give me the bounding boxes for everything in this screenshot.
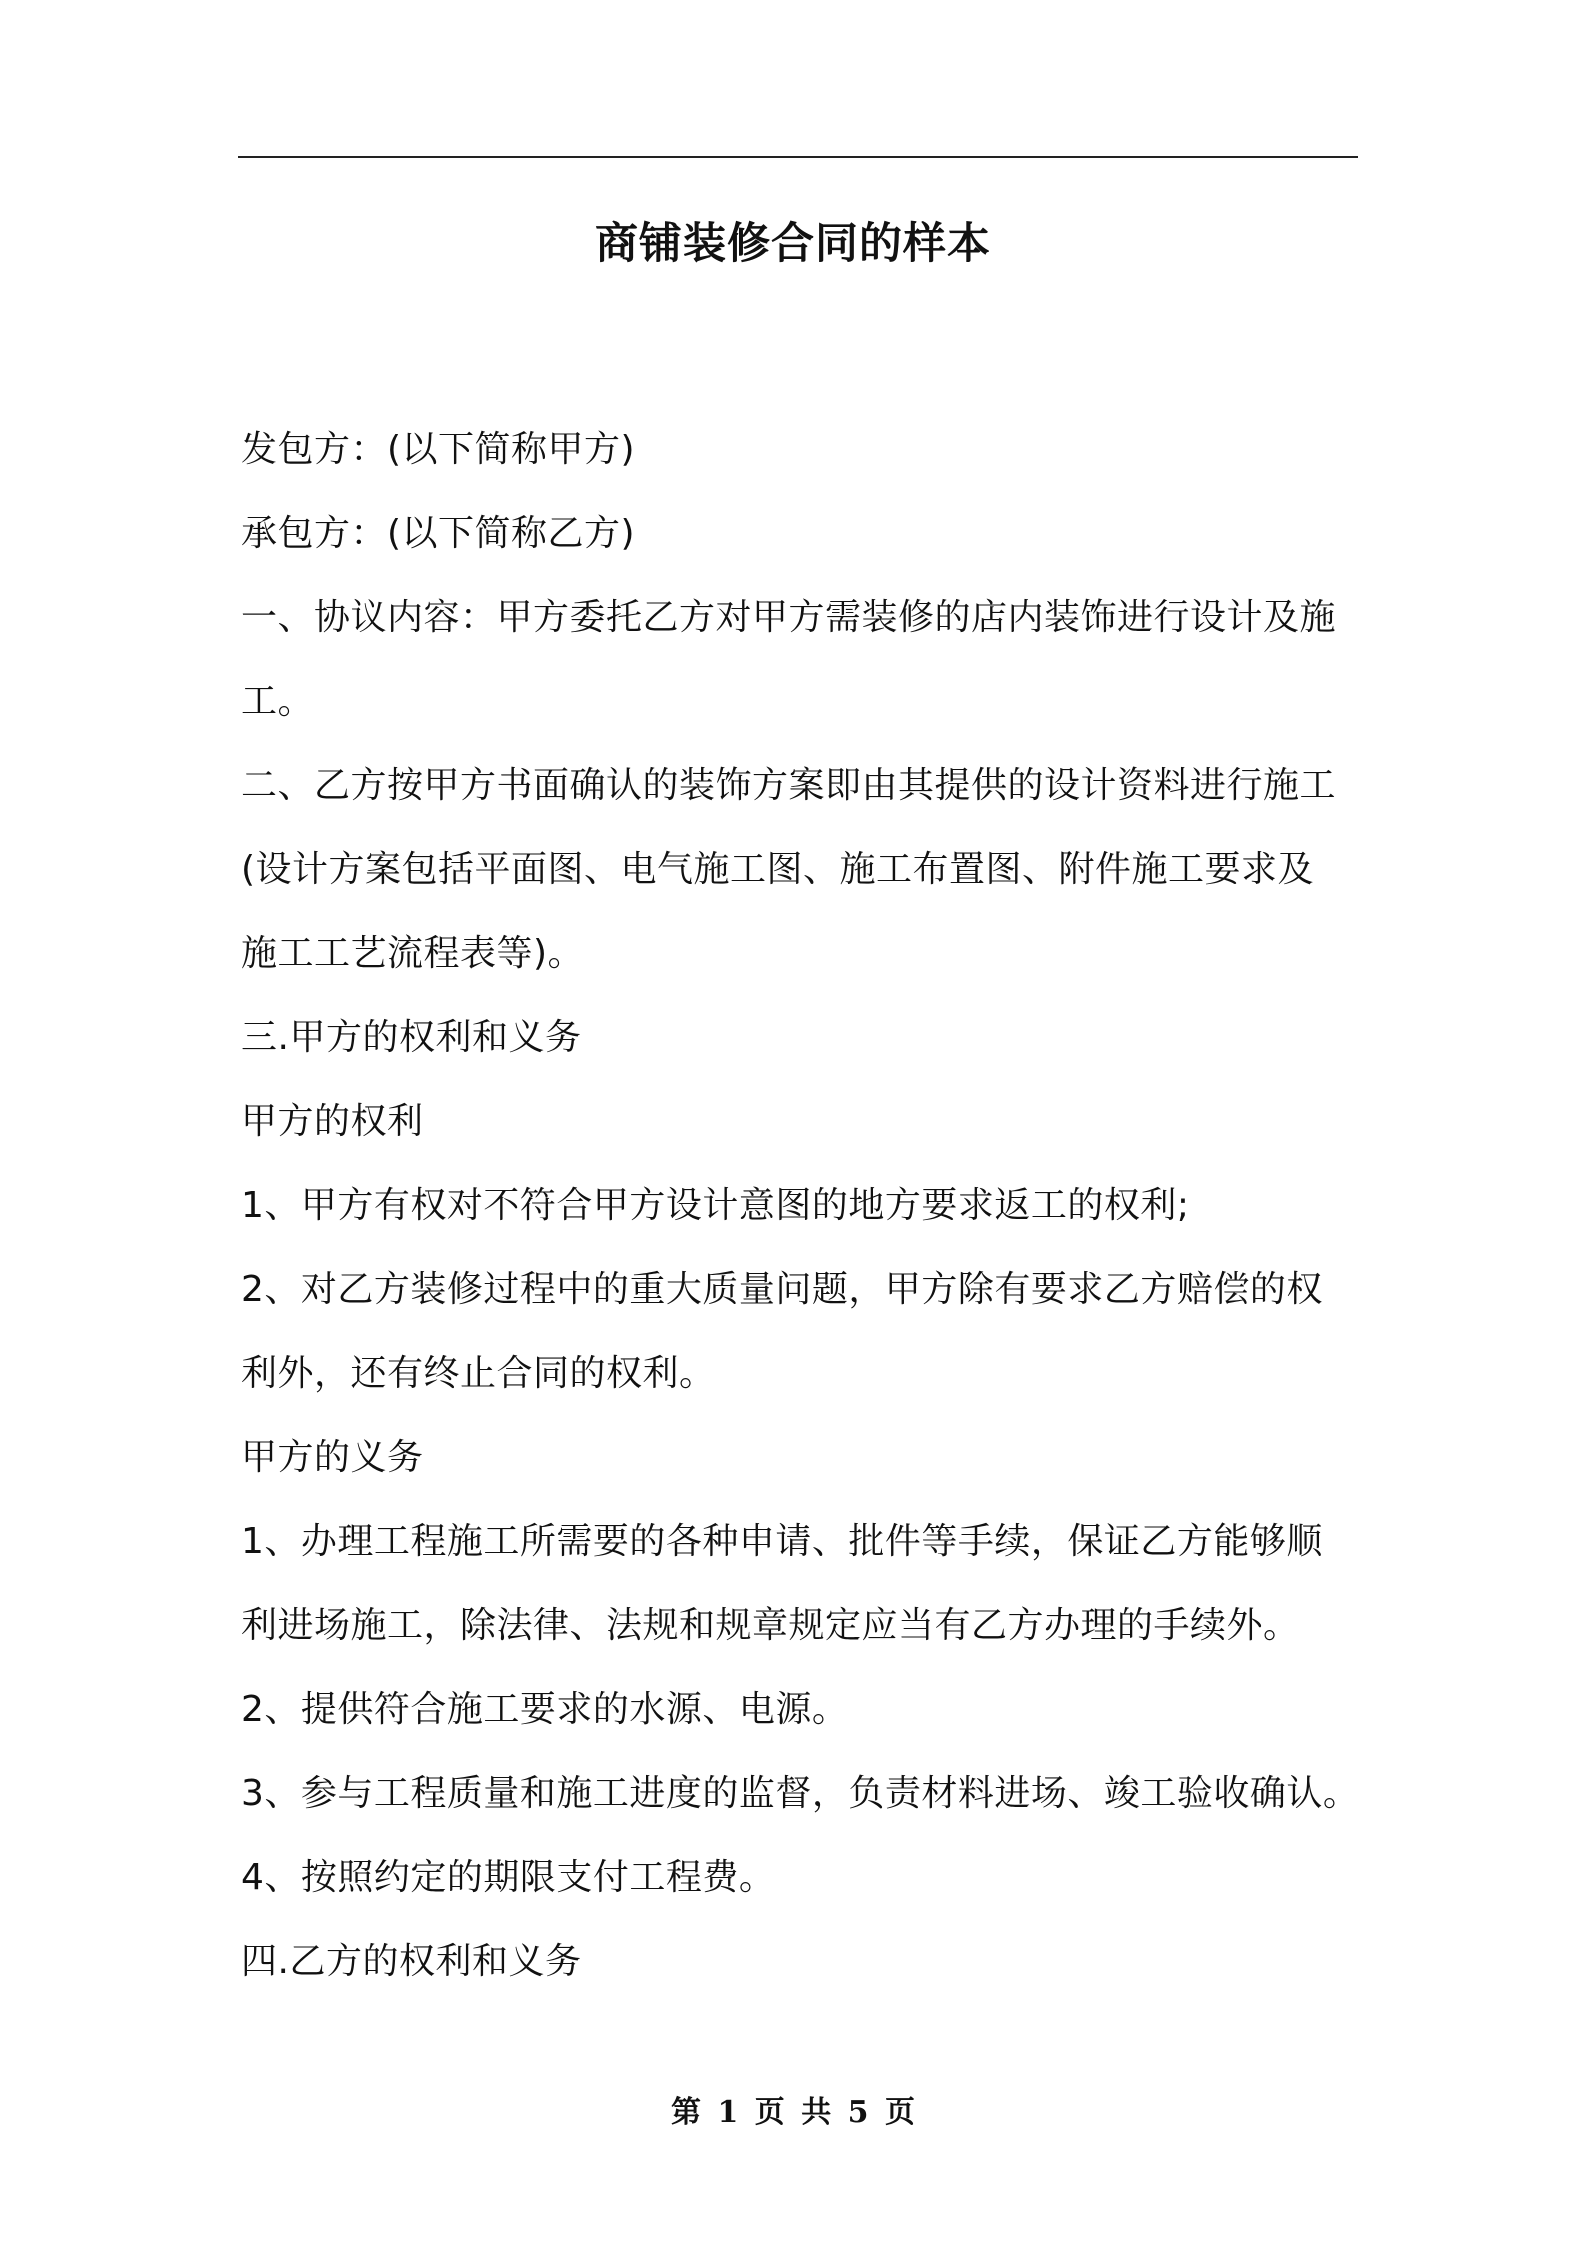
text-line: 利外，还有终止合同的权利。 xyxy=(241,1353,716,1394)
text-line: (设计方案包括平面图、电气施工图、施工布置图、附件施工要求及 xyxy=(241,849,1315,890)
document-title: 商铺装修合同的样本 xyxy=(595,219,991,269)
section-heading: 四.乙方的权利和义务 xyxy=(241,1941,582,1982)
text-line: 2、对乙方装修过程中的重大质量问题，甲方除有要求乙方赔偿的权 xyxy=(241,1269,1323,1310)
section-heading: 三.甲方的权利和义务 xyxy=(241,1017,582,1058)
text-line: 发包方：(以下简称甲方) xyxy=(241,429,636,470)
text-line: 3、参与工程质量和施工进度的监督，负责材料进场、竣工验收确认。 xyxy=(241,1773,1360,1814)
text-line: 4、按照约定的期限支付工程费。 xyxy=(241,1857,776,1898)
text-line: 一、协议内容：甲方委托乙方对甲方需装修的店内装饰进行设计及施 xyxy=(241,597,1337,638)
text-line: 利进场施工，除法律、法规和规章规定应当有乙方办理的手续外。 xyxy=(241,1605,1300,1646)
subsection-heading: 甲方的义务 xyxy=(241,1437,424,1478)
header-rule xyxy=(238,156,1358,158)
text-line: 2、提供符合施工要求的水源、电源。 xyxy=(241,1689,849,1730)
text-line: 二、乙方按甲方书面确认的装饰方案即由其提供的设计资料进行施工 xyxy=(241,765,1337,806)
text-line: 工。 xyxy=(241,681,315,722)
text-line: 1、甲方有权对不符合甲方设计意图的地方要求返工的权利; xyxy=(241,1185,1190,1226)
subsection-heading: 甲方的权利 xyxy=(241,1101,424,1142)
text-line: 施工工艺流程表等)。 xyxy=(241,933,585,974)
document-body xyxy=(241,408,1361,2004)
page-footer: 第 1 页 共 5 页 xyxy=(671,2095,915,2130)
text-line: 承包方：(以下简称乙方) xyxy=(241,513,636,554)
text-line: 1、办理工程施工所需要的各种申请、批件等手续，保证乙方能够顺 xyxy=(241,1521,1323,1562)
